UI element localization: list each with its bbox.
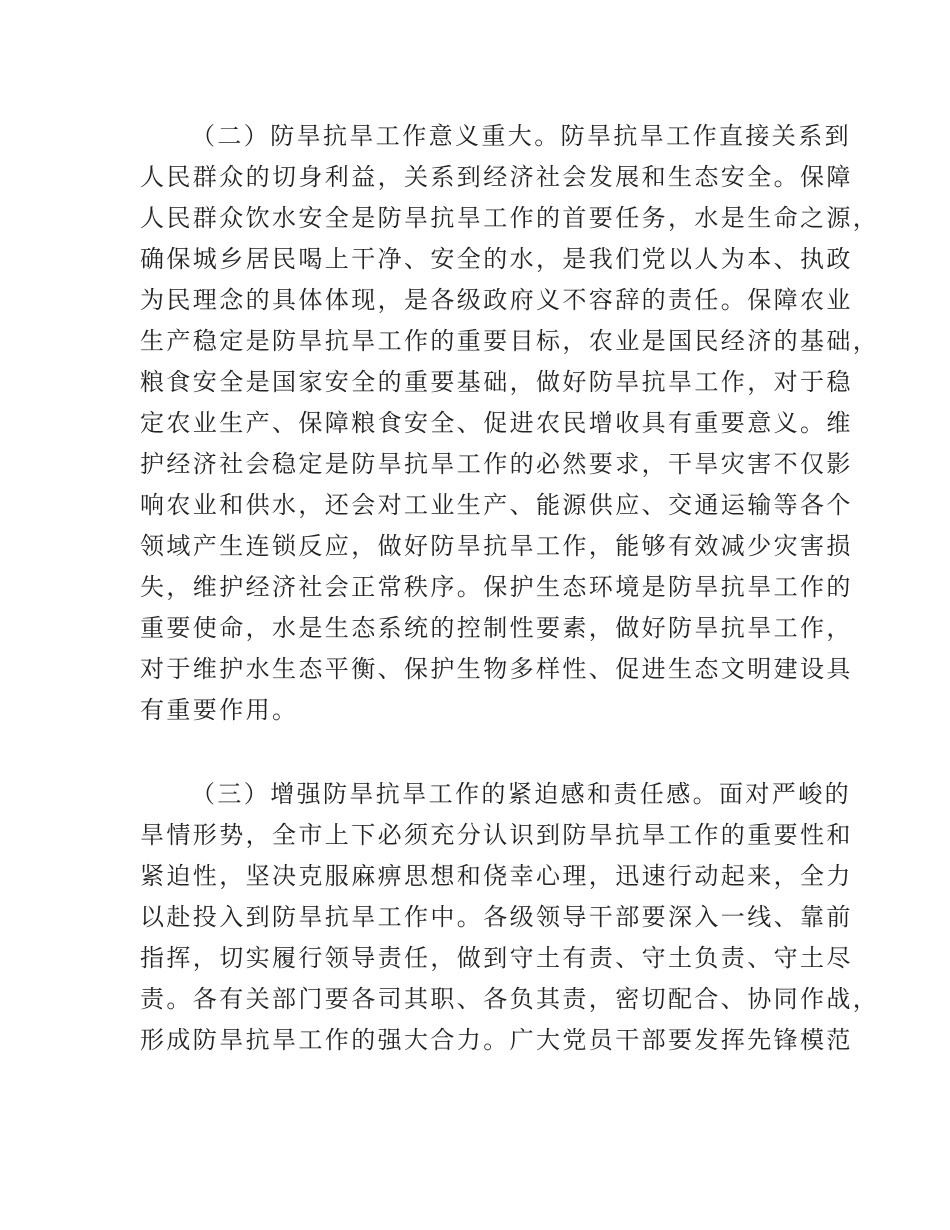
text-line: 紧迫性，坚决克服麻痹思想和侥幸心理，迅速行动起来，全力 [140,862,853,890]
text-line: 粮食安全是国家安全的重要基础，做好防旱抗旱工作，对于稳 [140,368,853,396]
text-line: 重要使命，水是生态系统的控制性要素，做好防旱抗旱工作， [140,614,853,642]
text-line: （二）防旱抗旱工作意义重大。防旱抗旱工作直接关系到 [191,122,851,150]
text-line: 指挥，切实履行领导责任，做到守土有责、守土负责、守土尽 [140,944,853,972]
paragraph-section-3 [140,774,880,1061]
text-line: 为民理念的具体体现，是各级政府义不容辞的责任。保障农业 [140,286,853,314]
text-line: 响农业和供水，还会对工业生产、能源供应、交通运输等各个 [140,491,853,519]
text-line: 定农业生产、保障粮食安全、促进农民增收具有重要意义。维 [140,409,853,437]
text-line: 形成防旱抗旱工作的强大合力。广大党员干部要发挥先锋模范 [140,1026,853,1054]
text-line: 对于维护水生态平衡、保护生物多样性、促进生态文明建设具 [140,655,853,683]
text-line: 领域产生连锁反应，做好防旱抗旱工作，能够有效减少灾害损 [140,532,853,560]
text-line: 人民群众的切身利益，关系到经济社会发展和生态安全。保障 [140,163,853,191]
text-line: （三）增强防旱抗旱工作的紧迫感和责任感。面对严峻的 [191,780,851,808]
text-line: 责。各有关部门要各司其职、各负其责，密切配合、协同作战， [140,985,880,1013]
text-line: 护经济社会稳定是防旱抗旱工作的必然要求，干旱灾害不仅影 [140,450,853,478]
text-line: 生产稳定是防旱抗旱工作的重要目标，农业是国民经济的基础， [140,327,880,355]
text-line: 人民群众饮水安全是防旱抗旱工作的首要任务，水是生命之源， [140,204,880,232]
text-line: 旱情形势，全市上下必须充分认识到防旱抗旱工作的重要性和 [140,821,853,849]
text-line-last: 有重要作用。 [140,696,299,724]
text-line: 确保城乡居民喝上干净、安全的水，是我们党以人为本、执政 [140,245,853,273]
paragraph-section-2 [140,116,880,731]
text-line: 以赴投入到防旱抗旱工作中。各级领导干部要深入一线、靠前 [140,903,853,931]
text-line: 失，维护经济社会正常秩序。保护生态环境是防旱抗旱工作的 [140,573,853,601]
